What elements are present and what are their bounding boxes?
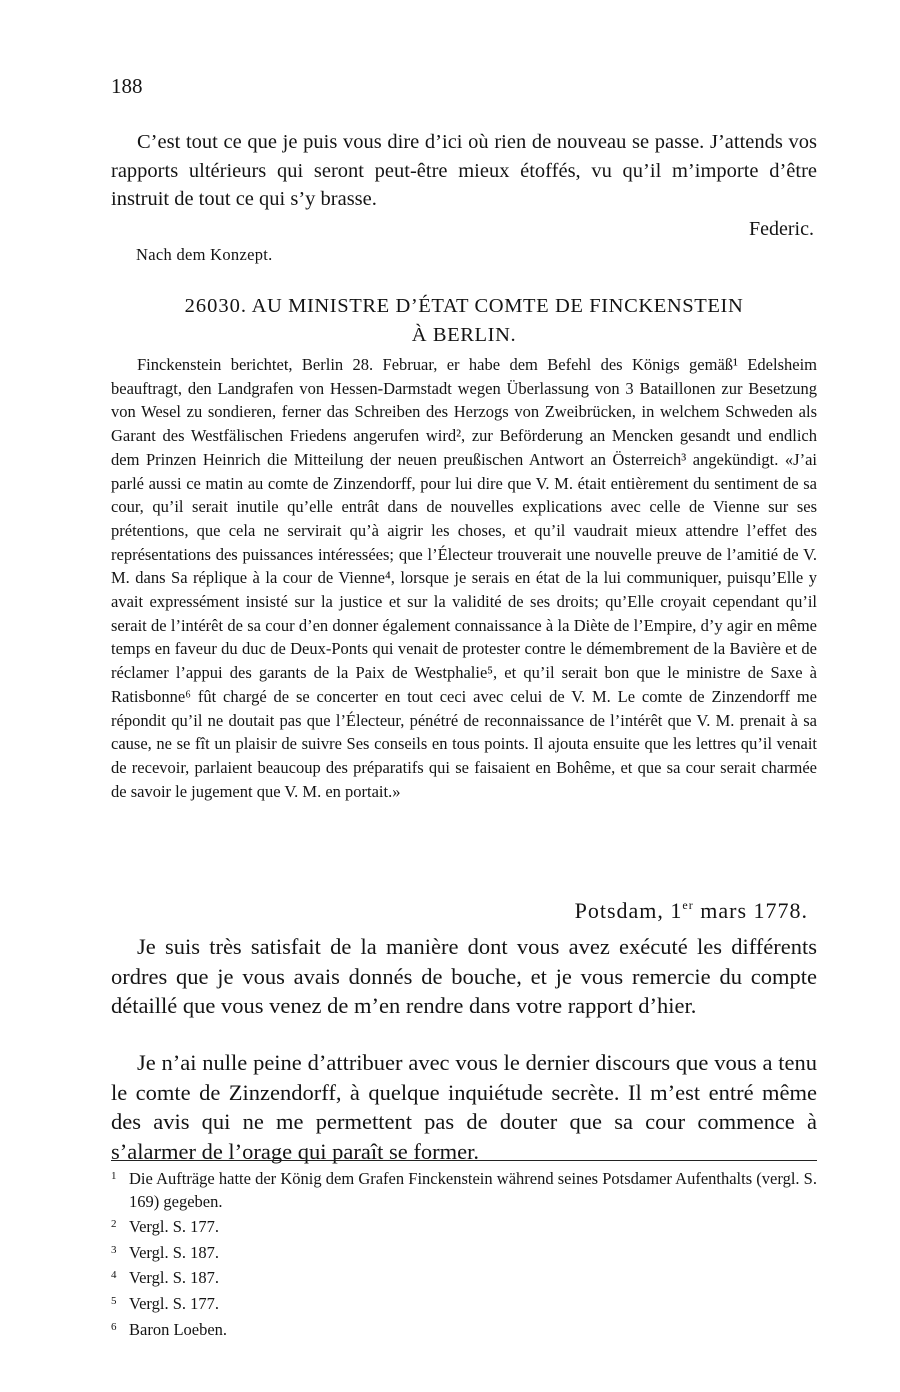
- footnote-mark: 3: [111, 1243, 117, 1256]
- dateline-date: mars 1778.: [693, 898, 808, 923]
- footnote-text: Die Aufträge hatte der König dem Grafen Finckenstein während seines Potsdamer Aufenthalts (vergl. S. 169) gegeben.: [129, 1169, 817, 1211]
- heading-line-2: À BERLIN.: [411, 324, 517, 346]
- dateline-superscript: er: [682, 898, 694, 912]
- letter-paragraph: Je suis très satisfait de la manière dont vous avez exécuté les différents ordres que je vous avais donnés de bouche, et je vous remercie du compte détaillé que vous venez de m’en rendre dans votre rapport d’hier.: [111, 934, 817, 1018]
- document-heading: [111, 292, 817, 350]
- footnote-text: Vergl. S. 177.: [129, 1217, 219, 1237]
- footnote-mark: 2: [111, 1218, 117, 1231]
- footnote-mark: 4: [111, 1269, 117, 1282]
- footnote-rule: [111, 1160, 817, 1161]
- footnote: [111, 1290, 817, 1316]
- footnote: [111, 1239, 817, 1265]
- source-note: Nach dem Konzept.: [136, 245, 273, 264]
- footnote: [111, 1213, 817, 1239]
- page-number: 188: [111, 74, 143, 98]
- closing-paragraph: C’est tout ce que je puis vous dire d’ici où rien de nouveau se passe. J’attends vos rapports ultérieurs qui seront peut-être mieux étoffés, vu qu’il m’importe d’être instruit de tout ce qui s’y brasse.: [111, 131, 817, 210]
- footnote-text: Vergl. S. 177.: [129, 1293, 219, 1313]
- heading-line-1: [111, 292, 817, 321]
- footnote-mark: 1: [111, 1170, 117, 1182]
- signature: Federic.: [749, 218, 814, 240]
- document-number: 26030.: [184, 295, 247, 317]
- footnote-text: Vergl. S. 187.: [129, 1268, 219, 1288]
- footnote-mark: 5: [111, 1294, 117, 1307]
- letter-paragraph: Je n’ai nulle peine d’attribuer avec vous le dernier discours que vous a tenu le comte de Zinzendorff, à quelque inquiétude secrète. Il m’est entré même des avis qui ne me permettent pas de douter que sa cour commence à s’alarmer de l’orage qui paraît se former.: [111, 1050, 817, 1164]
- footnote: [111, 1264, 817, 1290]
- footnote: [111, 1165, 817, 1213]
- dateline-place: Potsdam, 1: [574, 898, 683, 923]
- summary-paragraph: Finckenstein berichtet, Berlin 28. Februar, er habe dem Befehl des Königs gemäß¹ Edelsheim beauftragt, den Landgrafen von Hessen-Darmstadt wegen Überlassung von 3 Bataillonen zur Besetzung von Wesel zu sondieren, ferner das Schreiben des Herzogs von Zweibrücken, in welchem Schweden als Garant des Westfälischen Friedens angerufen wird², zur Beförderung an Mencken gesandt und endlich dem Prinzen Heinrich die Mitteilung der neuen preußischen Antwort an Österreich³ angekündigt. «J’ai parlé aussi ce matin au comte de Zinzendorff, pour lui dire que V. M. était entièrement du sentiment de sa cour, qu’il serait inutile qu’elle entrât dans de nouvelles explications avec celle de Vienne sur ses prétentions, que cela ne servirait qu’à aigrir les choses, et qu’il vaudrait mieux attendre l’effet des représentations des puissances intéressées; que l’Électeur trouverait une nouvelle preuve de l’amitié de V. M. dans Sa réplique à la cour de Vienne⁴, lorsque je serais en état de la lui communiquer, puisqu’Elle y avait expressément insisté sur la justice et sur la validité de ses droits; qu’Elle croyait cependant qu’il serait de l’intérêt de sa cour d’en donner également connaissance à la Diète de l’Empire, d’y agir en même temps en faveur du duc de Deux-Ponts qui venait de protester contre le démembrement de la Bavière et de réclamer l’appui des garants de la Paix de Westphalie⁵, et qu’il serait bon que le ministre de Saxe à Ratisbonne⁶ fût chargé de se concerter en tout ceci avec celui de V. M. Le comte de Zinzendorff me répondit qu’il ne doutait pas que l’Électeur, pénétré de reconnaissance de l’intérêt que V. M. prenait à sa cause, ne se fît un plaisir de suivre Ses conseils en tous points. Il ajouta ensuite que les lettres qu’il venait de recevoir, parlaient beaucoup des préparatifs qui se faisaient en Bohême, et que sa cour serait charmée de savoir le jugement que V. M. en portait.»: [111, 355, 817, 801]
- footnote-mark: 6: [111, 1320, 117, 1333]
- footnotes: [111, 1165, 817, 1341]
- dateline: [575, 898, 808, 924]
- footnote-text: Baron Loeben.: [129, 1319, 228, 1339]
- footnote-text: Vergl. S. 187.: [129, 1242, 219, 1262]
- footnote: [111, 1316, 817, 1342]
- document-title: AU MINISTRE D’ÉTAT COMTE DE FINCKENSTEIN: [251, 295, 744, 317]
